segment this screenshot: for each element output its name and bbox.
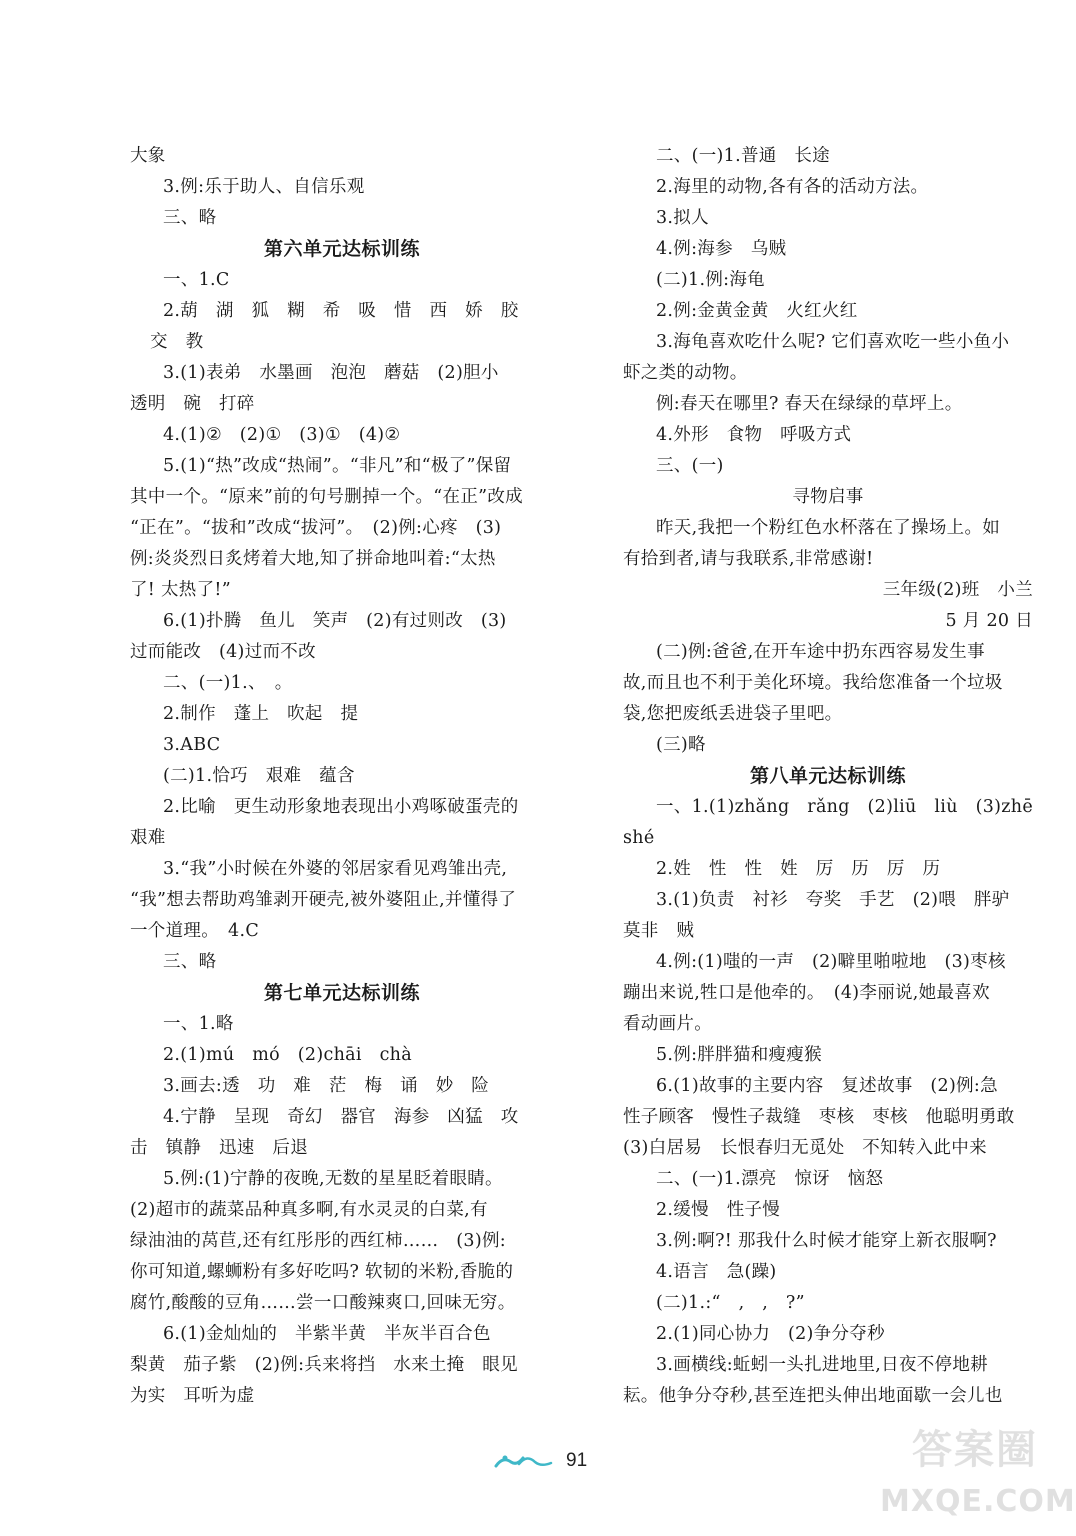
answer-line: 艰难 [130, 828, 166, 848]
answer-line: 性子顾客 慢性子裁缝 枣核 枣核 他聪明勇敢 [623, 1107, 1015, 1127]
answer-line: 一、1.(1)zhǎng rǎng (2)liū liù (3)zhē [656, 797, 1034, 817]
answer-line: 其中一个。“原来”前的句号删掉一个。“在正”改成 [130, 487, 523, 507]
right-column [623, 141, 1051, 1412]
answer-line: 6.(1)金灿灿的 半紫半黄 半灰半百合色 [163, 1324, 491, 1344]
answer-line: 4.外形 食物 呼吸方式 [656, 425, 852, 445]
answer-line: (二)1.例:海龟 [656, 270, 765, 290]
answer-line: (二)例:爸爸,在开车途中扔东西容易发生事 [656, 642, 985, 662]
answer-line: 3.例:啊?! 那我什么时候才能穿上新衣服啊? [656, 1231, 997, 1251]
answer-line: shé [623, 828, 655, 848]
answer-line: 三、略 [163, 208, 217, 228]
answer-line: 过而能改 (4)过而不改 [130, 642, 316, 662]
answer-line: 4.例:海参 乌贼 [656, 239, 787, 259]
answer-line: 5.例:(1)宁静的夜晚,无数的星星眨着眼睛。 [163, 1169, 503, 1189]
answer-line: 3.画去:透 功 难 茫 梅 诵 妙 险 [163, 1076, 490, 1096]
answer-line: 一、1.略 [163, 1014, 234, 1034]
page-number: 91 [566, 1450, 588, 1471]
answer-line: 2.(1)同心协力 (2)争分夺秒 [656, 1324, 885, 1344]
answer-line: 交 教 [150, 332, 204, 352]
answer-line: 5.例:胖胖猫和瘦瘦猴 [656, 1045, 822, 1065]
watermark-logo [880, 1420, 1076, 1532]
answer-line: 2.制作 蓬上 吹起 提 [163, 704, 359, 724]
answer-line: 你可知道,螺蛳粉有多好吃吗? 软韧的米粉,香脆的 [130, 1262, 514, 1282]
answer-line: “正在”。“拔和”改成“拔河”。 (2)例:心疼 (3) [130, 518, 502, 538]
answer-line: 透明 碗 打碎 [130, 394, 255, 414]
answer-line: 一个道理。 4.C [130, 921, 260, 941]
answer-line: (二)1.:“ , , ?” [656, 1293, 805, 1313]
answer-line: 2.缓慢 性子慢 [656, 1200, 781, 1220]
answer-line: 2.姓 性 性 姓 厉 历 厉 历 [656, 859, 941, 879]
answer-line: 了! 太热了!” [130, 580, 231, 600]
answer-line: 三、(一) [656, 456, 724, 476]
answer-line: 2.海里的动物,各有各的活动方法。 [656, 177, 929, 197]
answer-line: (三)略 [656, 735, 706, 755]
answer-line: 二、(一)1.漂亮 惊讶 恼怒 [656, 1169, 884, 1189]
answer-line: 3.(1)表弟 水墨画 泡泡 蘑菇 (2)胆小 [163, 363, 499, 383]
answer-line: 昨天,我把一个粉红色水杯落在了操场上。如 [656, 518, 1001, 538]
answer-line: 例:炎炎烈日炙烤着大地,知了拼命地叫着:“太热 [130, 549, 496, 569]
answer-line: 袋,您把废纸丢进袋子里吧。 [623, 704, 843, 724]
book-logo-icon [493, 1450, 555, 1472]
answer-line: “我”想去帮助鸡雏剥开硬壳,被外婆阻止,并懂得了 [130, 890, 517, 910]
left-column [130, 141, 554, 1412]
answer-line: (2)超市的蔬菜品种真多啊,有水灵灵的白菜,有 [130, 1200, 488, 1220]
answer-line: 5 月 20 日 [945, 611, 1051, 631]
answer-line: 寻物启事 [792, 487, 864, 507]
answer-line: 3.拟人 [656, 208, 709, 228]
answer-line: 例:春天在哪里? 春天在绿绿的草坪上。 [656, 394, 963, 414]
answer-line: 耘。他争分夺秒,甚至连把头伸出地面歇一会儿也 [623, 1386, 1003, 1406]
answer-line: (3)白居易 长恨春归无觅处 不知转入此中来 [623, 1138, 987, 1158]
answer-line: 5.(1)“热”改成“热闹”。“非凡”和“极了”保留 [163, 456, 512, 476]
answer-line: 三年级(2)班 小兰 [882, 580, 1033, 600]
answer-line: 梨黄 茄子紫 (2)例:兵来将挡 水来土掩 眼见 [130, 1355, 518, 1375]
answer-line: 4.例:(1)嗤的一声 (2)噼里啪啦地 (3)枣核 [656, 952, 1006, 972]
answer-line: 3.海龟喜欢吃什么呢? 它们喜欢吃一些小鱼小 [656, 332, 1010, 352]
section-heading: 第八单元达标训练 [749, 765, 906, 787]
answer-line: 3.“我”小时候在外婆的邻居家看见鸡雏出壳, [163, 859, 508, 879]
answer-line: 腐竹,酸酸的豆角……尝一口酸辣爽口,回味无穷。 [130, 1293, 516, 1313]
answer-line: 击 镇静 迅速 后退 [130, 1138, 308, 1158]
answer-line: 三、略 [163, 952, 217, 972]
answer-line: (二)1.恰巧 艰难 蕴含 [163, 766, 355, 786]
answer-line: 6.(1)故事的主要内容 复述故事 (2)例:急 [656, 1076, 998, 1096]
answer-line: 蹦出来说,牲口是他牵的。 (4)李丽说,她最喜欢 [623, 983, 990, 1003]
answer-line: 有拾到者,请与我联系,非常感谢! [623, 549, 874, 569]
answer-line: 大象 [130, 146, 166, 166]
section-heading: 第六单元达标训练 [263, 238, 420, 260]
answer-line: 莫非 贼 [623, 921, 695, 941]
answer-line: 一、1.C [163, 270, 230, 290]
answer-line: 二、(一)1.普通 长途 [656, 146, 830, 166]
answer-line: 2.葫 湖 狐 糊 希 吸 惜 西 娇 胶 [163, 301, 519, 321]
answer-line: 看动画片。 [623, 1014, 712, 1034]
watermark-title: 答案圈 [912, 1427, 1038, 1473]
answer-line: 故,而且也不利于美化环境。我给您准备一个垃圾 [623, 673, 1003, 693]
answer-line: 二、(一)1.、 。 [163, 673, 293, 693]
answer-line: 3.(1)负责 衬衫 夸奖 手艺 (2)喂 胖驴 [656, 890, 1010, 910]
answer-line: 3.画横线:蚯蚓一头扎进地里,日夜不停地耕 [656, 1355, 988, 1375]
answer-line: 2.(1)mú mó (2)chāi chà [163, 1045, 412, 1065]
answer-line: 6.(1)扑腾 鱼儿 笑声 (2)有过则改 (3) [163, 611, 507, 631]
answer-line: 为实 耳听为虚 [130, 1386, 255, 1406]
answer-line: 3.ABC [163, 735, 221, 755]
section-heading: 第七单元达标训练 [263, 982, 420, 1004]
answer-line: 4.语言 急(躁) [656, 1262, 777, 1282]
answer-line: 绿油油的莴苣,还有红彤彤的西红柿…… (3)例: [130, 1231, 506, 1251]
answer-line: 虾之类的动物。 [623, 363, 748, 383]
answer-line: 3.例:乐于助人、自信乐观 [163, 177, 365, 197]
answer-line: 2.比喻 更生动形象地表现出小鸡啄破蛋壳的 [163, 797, 519, 817]
answer-line: 2.例:金黄金黄 火红火红 [656, 301, 858, 321]
answer-line: 4.(1)② (2)① (3)① (4)② [163, 425, 401, 445]
answer-line: 4.宁静 呈现 奇幻 器官 海参 凶猛 攻 [163, 1107, 519, 1127]
watermark-url: MXQE.COM [880, 1484, 1076, 1519]
